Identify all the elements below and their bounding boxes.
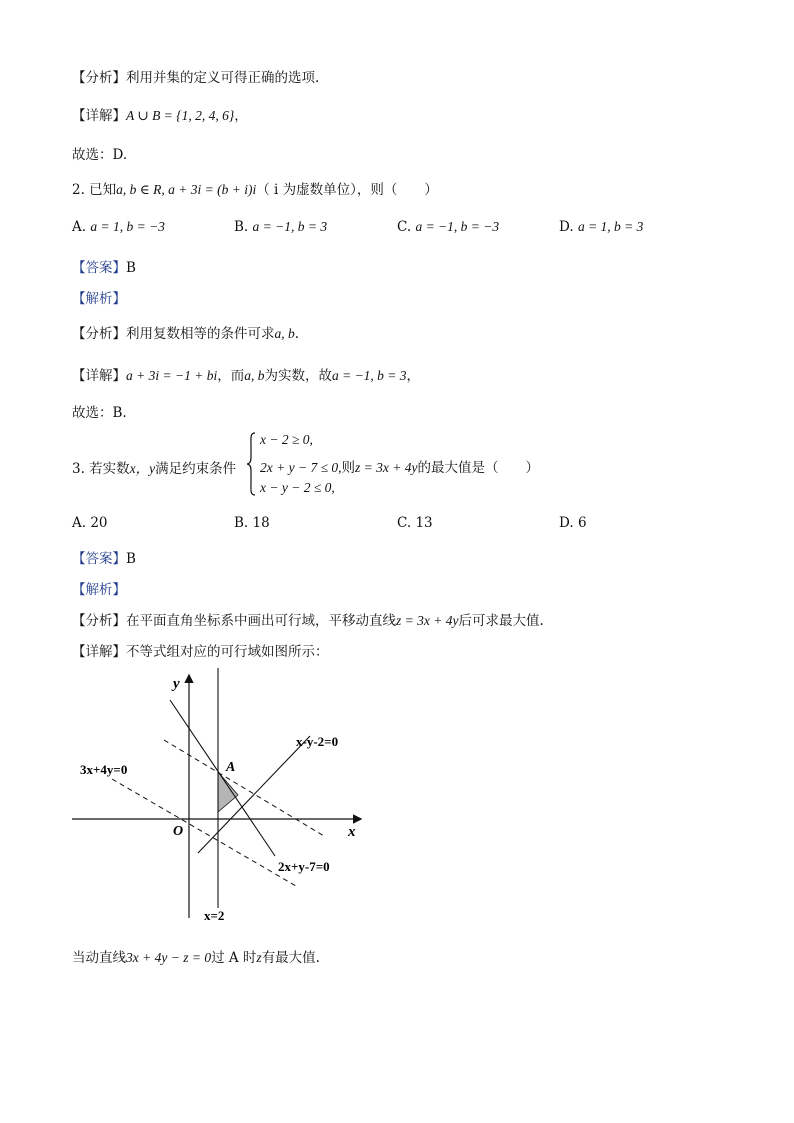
option-math: a = 1, b = 3 (577, 219, 644, 234)
label-x-minus-y: x-y-2=0 (296, 734, 339, 749)
option-label: C. (397, 219, 412, 235)
detail-math-2: a, b (244, 368, 265, 383)
analysis-math: z = 3x + 4y (396, 613, 459, 628)
q2-option-d (559, 219, 643, 235)
dashed-line-through-a (164, 740, 324, 836)
detail-tag: 【详解】 (72, 644, 126, 660)
option-label: D. (559, 515, 574, 531)
detail-text: 不等式组对应的可行域如图所示： (126, 644, 329, 660)
label-point-a: A (226, 760, 236, 775)
q3-prefix: 3. 若实数 (72, 461, 130, 477)
detail-3 (72, 640, 329, 660)
constraint-2-math: 2x + y − 7 ≤ 0, (260, 460, 342, 475)
final-math: 3x + 4y − z = 0 (126, 950, 212, 965)
label-3x-plus-4y: 3x+4y=0 (80, 762, 128, 777)
option-math: a = 1, b = −3 (90, 219, 165, 234)
final-z: z (256, 950, 262, 965)
label-2x-plus-y: 2x+y-7=0 (278, 859, 330, 874)
analysis-tag: 【分析】 (72, 613, 126, 629)
jiexi-3: 【解析】 (72, 582, 126, 598)
detail-tag: 【详解】 (72, 368, 126, 384)
label-x-eq-2: x=2 (204, 908, 225, 923)
line-x-minus-y (198, 736, 310, 853)
option-label: B. (234, 219, 249, 235)
analysis-3 (72, 609, 544, 629)
option-math: a = −1, b = −3 (415, 219, 500, 234)
q3-option-b (234, 515, 270, 531)
q3-objective: z = 3x + 4y (355, 460, 418, 475)
answer-tag: 【答案】 (72, 551, 126, 567)
constraint-1: x − 2 ≥ 0, (260, 432, 313, 447)
detail-math-1: a + 3i = −1 + bi (126, 368, 218, 383)
q2-option-a (72, 219, 165, 235)
detail-tag: 【详解】 (72, 108, 126, 124)
detail-line-1 (72, 104, 248, 124)
detail-math-3: a = −1, b = 3 (331, 368, 407, 383)
label-origin: O (173, 824, 184, 839)
final-line (72, 946, 320, 966)
dashed-line-origin (112, 779, 296, 886)
q3-suffix: 的最大值是（ ） (417, 460, 539, 475)
option-math: a = −1, b = 3 (252, 219, 328, 234)
q2-option-c (397, 219, 499, 235)
analysis-tag: 【分析】 (72, 326, 126, 342)
q2-prefix: 2. 已知 (72, 182, 117, 198)
answer-3 (72, 547, 136, 567)
option-value: 13 (415, 515, 433, 531)
question-2 (72, 178, 438, 198)
detail-2 (72, 364, 420, 384)
option-value: 20 (90, 515, 108, 531)
answer-2 (72, 256, 136, 276)
option-label: C. (397, 515, 412, 531)
final-text-3: 有最大值. (261, 950, 320, 966)
q3-option-d (559, 515, 587, 531)
q2-option-b (234, 219, 327, 235)
answer-tag: 【答案】 (72, 260, 126, 276)
label-x: x (348, 824, 356, 840)
option-label: A. (72, 515, 87, 531)
punct: ， (234, 108, 248, 124)
q2-suffix: （ i 为虚数单位），则（ ） (256, 182, 438, 198)
answer-value: B (126, 260, 136, 276)
detail-text-2: 为实数，故 (264, 368, 332, 384)
feasible-region-figure (60, 668, 370, 930)
jiexi-2: 【解析】 (72, 291, 126, 307)
option-label: B. (234, 515, 249, 531)
punct: ， (406, 368, 421, 384)
analysis-2 (72, 322, 299, 342)
final-text-2: 过 A 时 (211, 950, 257, 966)
choose-line-2: 故选：B. (72, 405, 127, 421)
q3-option-a (72, 515, 108, 531)
option-label: D. (559, 219, 574, 235)
analysis-math: a, b (274, 326, 295, 341)
answer-value: B (126, 551, 136, 567)
q3-option-c (397, 515, 433, 531)
analysis-text: 利用复数相等的条件可求 (126, 326, 275, 342)
analysis-text-2: 后可求最大值. (458, 613, 544, 629)
constraint-2 (260, 456, 539, 476)
q3-then: 则 (341, 460, 355, 475)
option-label: A. (72, 219, 87, 235)
option-value: 6 (577, 515, 587, 531)
detail-text-1: ，而 (217, 368, 245, 384)
constraint-3: x − y − 2 ≤ 0, (260, 480, 335, 495)
q3-vars: x，y (129, 461, 156, 476)
left-brace-icon (246, 432, 256, 496)
analysis-line-1 (72, 66, 319, 86)
question-3 (72, 457, 236, 477)
q2-formula: a, b ∈ R, a + 3i = (b + i)i (116, 182, 257, 197)
choose-line-1: 故选：D. (72, 147, 128, 163)
analysis-text-1: 在平面直角坐标系中画出可行域，平移动直线 (126, 613, 396, 629)
analysis-text: 利用并集的定义可得正确的选项. (126, 70, 320, 86)
q3-mid: 满足约束条件 (155, 461, 237, 477)
punct: . (294, 326, 300, 342)
analysis-tag: 【分析】 (72, 70, 126, 86)
union-formula: A ∪ B = {1, 2, 4, 6} (126, 108, 235, 123)
final-text-1: 当动直线 (72, 950, 126, 966)
label-y: y (173, 676, 180, 692)
option-value: 18 (252, 515, 270, 531)
line-2x-plus-y (170, 700, 275, 856)
